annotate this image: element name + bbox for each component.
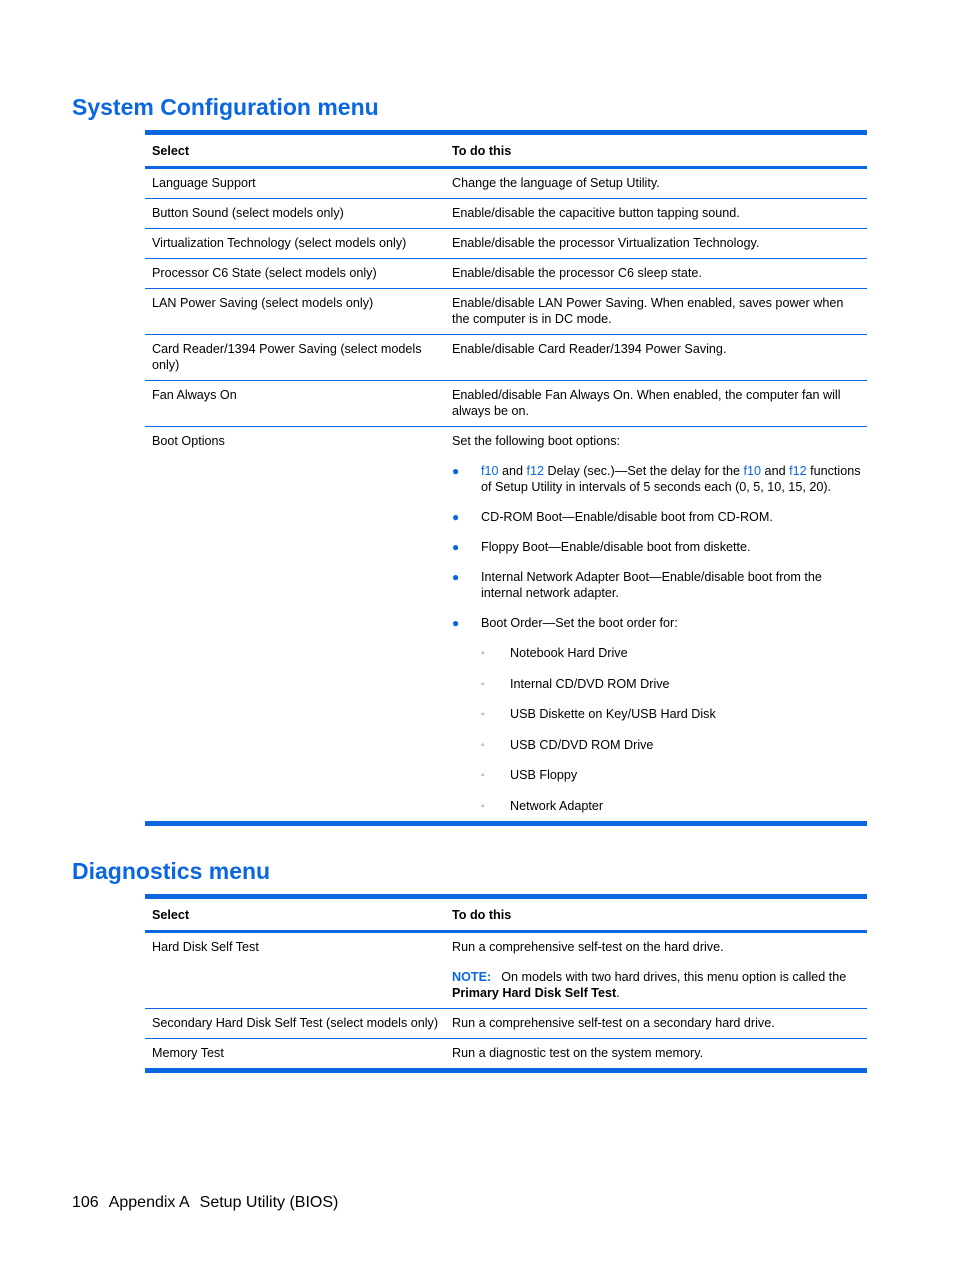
row-todo-cell: Enabled/disable Fan Always On. When enabled, the computer fan will always be on. [445,381,867,427]
page-number: 106 [72,1194,99,1211]
boot-options-list [452,463,861,814]
key-f10: f10 [481,464,499,478]
row-todo-cell: Enable/disable LAN Power Saving. When enabled, saves power when the computer is in DC mode. [445,289,867,335]
row-select-cell: Card Reader/1394 Power Saving (select models only) [145,335,445,381]
row-select-cell: Memory Test [145,1039,445,1071]
sub-list-item [481,798,861,814]
row-todo-cell: Change the language of Setup Utility. [445,168,867,199]
table-header-row [145,133,867,168]
row-todo-cell: Run a comprehensive self-test on a secondary hard drive. [445,1009,867,1039]
bullet-icon: ● [452,464,460,478]
note-end: . [616,986,620,1000]
key-f12: f12 [789,464,807,478]
sub-list-item [481,767,861,783]
row-select-cell: Virtualization Technology (select models only) [145,229,445,259]
note-label: NOTE: [452,970,492,984]
row-select-cell: Hard Disk Self Test [145,932,445,1009]
sub-list-item-text: Network Adapter [510,798,604,813]
row-select-cell: Secondary Hard Disk Self Test (select models only) [145,1009,445,1039]
boot-options-intro: Set the following boot options: [452,434,621,448]
page-footer [72,1193,348,1213]
row-todo-cell: Run a diagnostic test on the system memory. [445,1039,867,1071]
row-todo-cell: Enable/disable the processor Virtualization Technology. [445,229,867,259]
table-row [145,381,867,427]
table-row [145,259,867,289]
list-item [452,615,861,814]
row-todo-cell: Enable/disable the capacitive button tapping sound. [445,199,867,229]
text-fragment: and [498,464,527,478]
diagnostics-table [145,894,867,1073]
bullet-icon: ● [452,540,460,554]
hdd-description: Run a comprehensive self-test on the hard drive. [452,940,724,954]
bullet-icon: ● [452,570,460,584]
column-header-select: Select [145,897,445,932]
circle-bullet-icon: ◦ [481,678,485,690]
diagnostics-heading: Diagnostics menu [72,858,271,884]
boot-order-list [481,645,861,814]
sub-list-item-text: USB CD/DVD ROM Drive [510,737,654,752]
table-row [145,335,867,381]
row-todo-cell: Enable/disable the processor C6 sleep state. [445,259,867,289]
table-row [145,1039,867,1071]
row-select-cell: Boot Options [145,427,445,824]
key-f10: f10 [743,464,762,478]
footer-title: Setup Utility (BIOS) [199,1194,339,1211]
row-select-cell: Processor C6 State (select models only) [145,259,445,289]
circle-bullet-icon: ◦ [481,739,485,751]
bullet-icon: ● [452,510,460,524]
row-select-cell: LAN Power Saving (select models only) [145,289,445,335]
circle-bullet-icon: ◦ [481,709,485,721]
list-item [452,569,861,601]
sub-list-item-text: USB Floppy [510,768,578,783]
row-select-cell: Button Sound (select models only) [145,199,445,229]
note [452,969,861,1001]
circle-bullet-icon: ◦ [481,648,485,659]
sub-list-item-text: USB Diskette on Key/USB Hard Disk [510,707,716,722]
sub-list-item [481,645,861,661]
sub-list-item [481,676,861,692]
row-select-cell: Language Support [145,168,445,199]
sub-list-item [481,737,861,753]
list-item-text: Internal Network Adapter Boot—Enable/disable boot from the internal network adapter. [481,570,822,600]
row-todo-cell: Enable/disable Card Reader/1394 Power Saving. [445,335,867,381]
table-row [145,1009,867,1039]
list-item [452,463,861,495]
list-item-text: CD-ROM Boot—Enable/disable boot from CD-ROM. [481,510,773,524]
column-header-select: Select [145,133,445,168]
system-configuration-heading: System Configuration menu [72,94,379,120]
table-row-boot-options [145,427,867,824]
table-row [145,199,867,229]
note-bold-text: Primary Hard Disk Self Test [452,986,617,1000]
row-select-cell: Fan Always On [145,381,445,427]
table-row [145,168,867,199]
note-text: On models with two hard drives, this menu option is called the [501,970,847,984]
table-row [145,289,867,335]
sub-list-item-text: Notebook Hard Drive [510,646,628,660]
bullet-icon: ● [452,616,460,630]
footer-section: Appendix A [108,1194,190,1211]
circle-bullet-icon: ◦ [481,770,485,782]
circle-bullet-icon: ◦ [481,800,485,812]
column-header-todo: To do this [445,897,867,932]
table-row-hard-disk-self-test [145,932,867,1009]
list-item-text: Boot Order—Set the boot order for: [481,616,678,630]
table-header-row [145,897,867,932]
key-f12: f12 [526,464,545,478]
list-item [452,539,861,555]
table-row [145,229,867,259]
text-fragment: functions of Setup Utility in intervals of 5 seconds each (0, 5, 10, 15, 20). [481,464,861,494]
text-fragment: Delay (sec.)—Set the delay for the [544,464,744,478]
list-item [452,509,861,525]
sub-list-item [481,706,861,722]
row-todo-cell [445,932,867,1009]
system-configuration-table [145,130,867,826]
sub-list-item-text: Internal CD/DVD ROM Drive [510,676,670,691]
column-header-todo: To do this [445,133,867,168]
row-todo-cell [445,427,867,824]
text-fragment: and [761,464,790,478]
list-item-text: Floppy Boot—Enable/disable boot from diskette. [481,540,751,554]
